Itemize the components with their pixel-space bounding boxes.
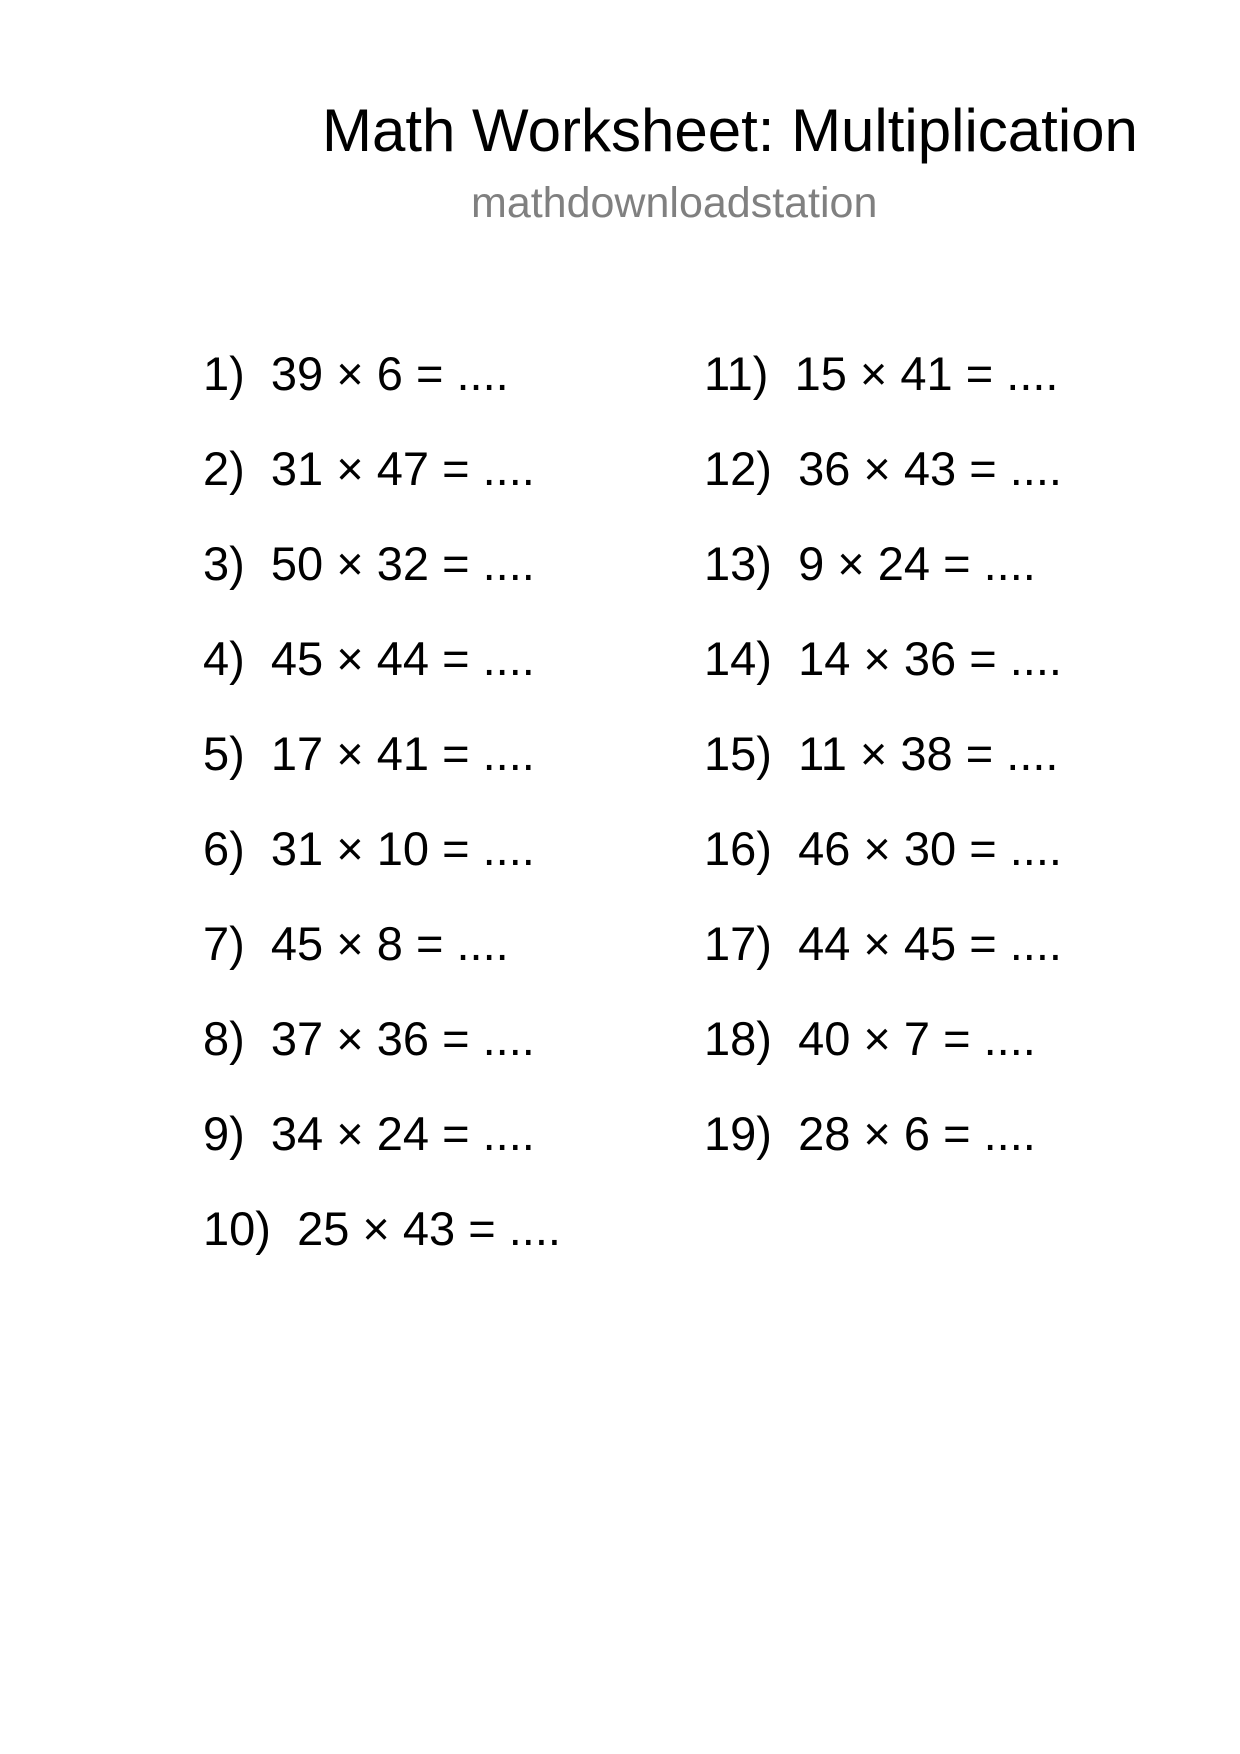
problem-expression: 44 × 45 = .... bbox=[798, 917, 1062, 970]
problem-expression: 14 × 36 = .... bbox=[798, 632, 1062, 685]
problem-item bbox=[704, 1012, 1036, 1065]
problem-expression: 45 × 44 = .... bbox=[270, 632, 535, 685]
problem-expression: 31 × 10 = .... bbox=[270, 822, 535, 875]
problem-number: 1) bbox=[203, 347, 245, 400]
problem-number: 18) bbox=[704, 1012, 772, 1065]
problem-expression: 9 × 24 = .... bbox=[798, 537, 1036, 590]
problem-expression: 39 × 6 = .... bbox=[270, 347, 509, 400]
problem-expression: 50 × 32 = .... bbox=[270, 537, 535, 590]
problem-expression: 17 × 41 = .... bbox=[270, 727, 535, 780]
problem-item bbox=[704, 632, 1062, 685]
problem-number: 8) bbox=[203, 1012, 245, 1065]
problem-number: 11) bbox=[704, 347, 769, 400]
page-subtitle: mathdownloadstation bbox=[471, 179, 878, 227]
problem-number: 4) bbox=[203, 632, 245, 685]
problem-number: 2) bbox=[203, 442, 245, 495]
problem-number: 19) bbox=[704, 1107, 772, 1160]
problem-number: 17) bbox=[704, 917, 772, 970]
problem-item bbox=[203, 727, 535, 780]
page-title: Math Worksheet: Multiplication bbox=[322, 97, 1138, 164]
problem-item bbox=[203, 1012, 535, 1065]
problem-item bbox=[203, 1202, 561, 1255]
problem-number: 16) bbox=[704, 822, 772, 875]
problem-expression: 11 × 38 = .... bbox=[798, 727, 1059, 780]
problem-expression: 31 × 47 = .... bbox=[270, 442, 535, 495]
problem-number: 12) bbox=[704, 442, 772, 495]
problem-item bbox=[203, 917, 509, 970]
problem-number: 15) bbox=[704, 727, 772, 780]
problem-item bbox=[704, 537, 1036, 590]
problem-item bbox=[203, 537, 535, 590]
problem-item bbox=[704, 917, 1062, 970]
problem-number: 9) bbox=[203, 1107, 245, 1160]
problem-expression: 40 × 7 = .... bbox=[798, 1012, 1036, 1065]
problem-expression: 36 × 43 = .... bbox=[798, 442, 1062, 495]
problem-expression: 15 × 41 = .... bbox=[794, 347, 1059, 400]
problem-item bbox=[203, 347, 509, 400]
problem-expression: 37 × 36 = .... bbox=[270, 1012, 535, 1065]
problem-number: 6) bbox=[203, 822, 245, 875]
problem-expression: 28 × 6 = .... bbox=[798, 1107, 1036, 1160]
problem-expression: 46 × 30 = .... bbox=[798, 822, 1062, 875]
problem-item bbox=[704, 727, 1059, 780]
problem-item bbox=[704, 822, 1062, 875]
problem-number: 10) bbox=[203, 1202, 271, 1255]
problem-item bbox=[704, 1107, 1036, 1160]
problem-expression: 25 × 43 = .... bbox=[297, 1202, 561, 1255]
problem-item bbox=[203, 632, 535, 685]
problem-expression: 45 × 8 = .... bbox=[270, 917, 509, 970]
problem-item bbox=[203, 442, 535, 495]
problem-item bbox=[203, 1107, 535, 1160]
problem-item bbox=[704, 442, 1062, 495]
problem-number: 13) bbox=[704, 537, 772, 590]
problem-number: 7) bbox=[203, 917, 245, 970]
problem-item bbox=[203, 822, 535, 875]
problem-expression: 34 × 24 = .... bbox=[270, 1107, 535, 1160]
problem-item bbox=[704, 347, 1059, 400]
problem-number: 5) bbox=[203, 727, 245, 780]
problem-number: 14) bbox=[704, 632, 772, 685]
problem-number: 3) bbox=[203, 537, 245, 590]
